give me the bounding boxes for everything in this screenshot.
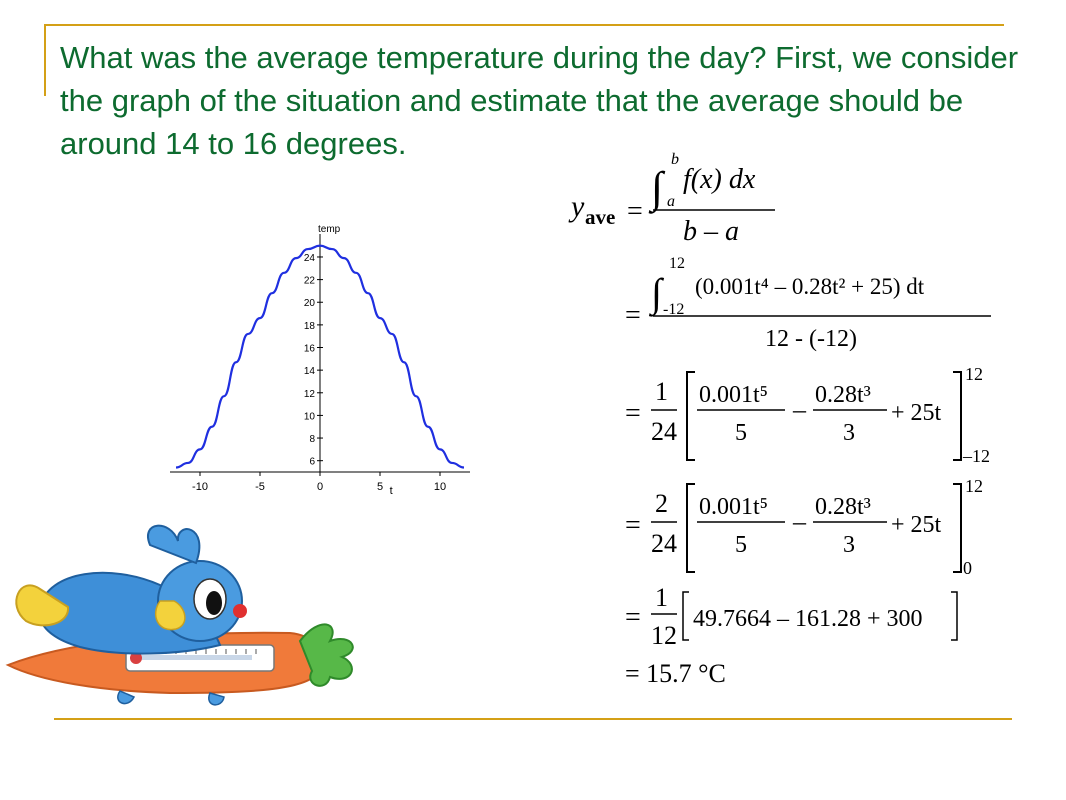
- x-tick-label: 5: [376, 481, 384, 493]
- integrand: (0.001t⁴ – 0.28t² + 25) dt: [695, 274, 925, 299]
- svg-text:1: 1: [655, 583, 668, 612]
- right-bracket-icon: [953, 484, 961, 572]
- left-bracket-icon: [683, 592, 689, 640]
- integral-sign-icon: ∫: [651, 270, 662, 315]
- svg-text:+ 25t: + 25t: [891, 512, 942, 538]
- svg-text:0: 0: [963, 558, 972, 578]
- svg-text:24: 24: [651, 417, 677, 446]
- svg-text:+ 25t: + 25t: [891, 400, 942, 426]
- integral-lower: -12: [663, 301, 685, 318]
- x-tick-label: -5: [255, 481, 265, 493]
- y-tick-label: 14: [303, 366, 315, 378]
- y-tick-label: 16: [303, 343, 315, 355]
- left-bracket-icon: [687, 484, 695, 572]
- svg-text:=: =: [625, 602, 641, 633]
- y-tick-label: 18: [303, 320, 315, 332]
- y-tick-label: 24: [303, 252, 315, 264]
- svg-text:=: =: [625, 398, 641, 429]
- svg-text:–: –: [793, 507, 806, 536]
- result: = 15.7 °C: [625, 659, 726, 688]
- svg-text:5: 5: [735, 420, 747, 446]
- x-tick-label: 0: [316, 481, 324, 493]
- integral-sign-icon: ∫: [651, 163, 664, 212]
- left-rule: [44, 24, 46, 96]
- bird-on-carrot-thermometer-icon: [0, 515, 370, 715]
- denominator: 12 - (-12): [765, 326, 857, 352]
- formula-step-2: [625, 255, 991, 352]
- svg-text:–: –: [793, 395, 806, 424]
- lhs-subscript: ave: [585, 205, 616, 229]
- x-tick-label: -10: [192, 481, 208, 493]
- svg-text:1: 1: [655, 377, 668, 406]
- integral-upper: 12: [669, 255, 685, 272]
- right-bracket-icon: [953, 372, 961, 460]
- y-tick-label: 8: [309, 434, 315, 446]
- svg-text:=: =: [625, 300, 641, 331]
- lhs-y: y: [571, 190, 585, 223]
- x-axis-label: t: [389, 485, 393, 497]
- svg-text:24: 24: [651, 529, 677, 558]
- top-rule: [44, 24, 1004, 26]
- svg-text:12: 12: [965, 476, 983, 496]
- svg-text:49.7664 – 161.28 + 300: 49.7664 – 161.28 + 300: [693, 606, 923, 632]
- svg-text:0.28t³: 0.28t³: [815, 494, 871, 520]
- y-axis-label: temp: [318, 224, 341, 235]
- formula-step-3: [625, 364, 990, 466]
- formula-step-4: [625, 476, 983, 578]
- svg-text:12: 12: [965, 364, 983, 384]
- svg-text:12: 12: [651, 621, 677, 650]
- slide-title: What was the average temperature during the day? First, we consider the graph of the situation and estimate that the average should be around 14 to 16 degrees.: [60, 40, 1019, 161]
- y-tick-label: 12: [303, 388, 315, 400]
- svg-text:0.28t³: 0.28t³: [815, 382, 871, 408]
- equals-sign: =: [627, 196, 643, 227]
- left-bracket-icon: [687, 372, 695, 460]
- formula-svg: [565, 148, 1045, 708]
- y-tick-label: 20: [303, 298, 315, 310]
- formula-step-1: [568, 151, 775, 247]
- svg-text:–12: –12: [963, 446, 990, 466]
- svg-text:3: 3: [843, 420, 855, 446]
- integrand: f(x) dx: [683, 164, 756, 195]
- formula-panel: [565, 148, 1045, 708]
- denominator: b – a: [683, 216, 739, 247]
- svg-text:5: 5: [735, 532, 747, 558]
- svg-text:=: =: [625, 510, 641, 541]
- y-tick-label: 22: [303, 275, 315, 287]
- right-bracket-icon: [951, 592, 957, 640]
- temperature-chart: [160, 222, 480, 502]
- svg-text:0.001t⁵: 0.001t⁵: [699, 494, 769, 520]
- y-tick-label: 10: [303, 411, 315, 423]
- formula-step-5: [625, 583, 957, 650]
- svg-text:3: 3: [843, 532, 855, 558]
- svg-text:0.001t⁵: 0.001t⁵: [699, 382, 769, 408]
- chart-axes: [170, 224, 470, 497]
- svg-text:2: 2: [655, 489, 668, 518]
- x-tick-label: 10: [433, 481, 447, 493]
- integral-lower: a: [667, 193, 675, 210]
- bottom-rule: [54, 718, 1012, 720]
- y-tick-label: 6: [309, 456, 315, 468]
- integral-upper: b: [671, 151, 679, 168]
